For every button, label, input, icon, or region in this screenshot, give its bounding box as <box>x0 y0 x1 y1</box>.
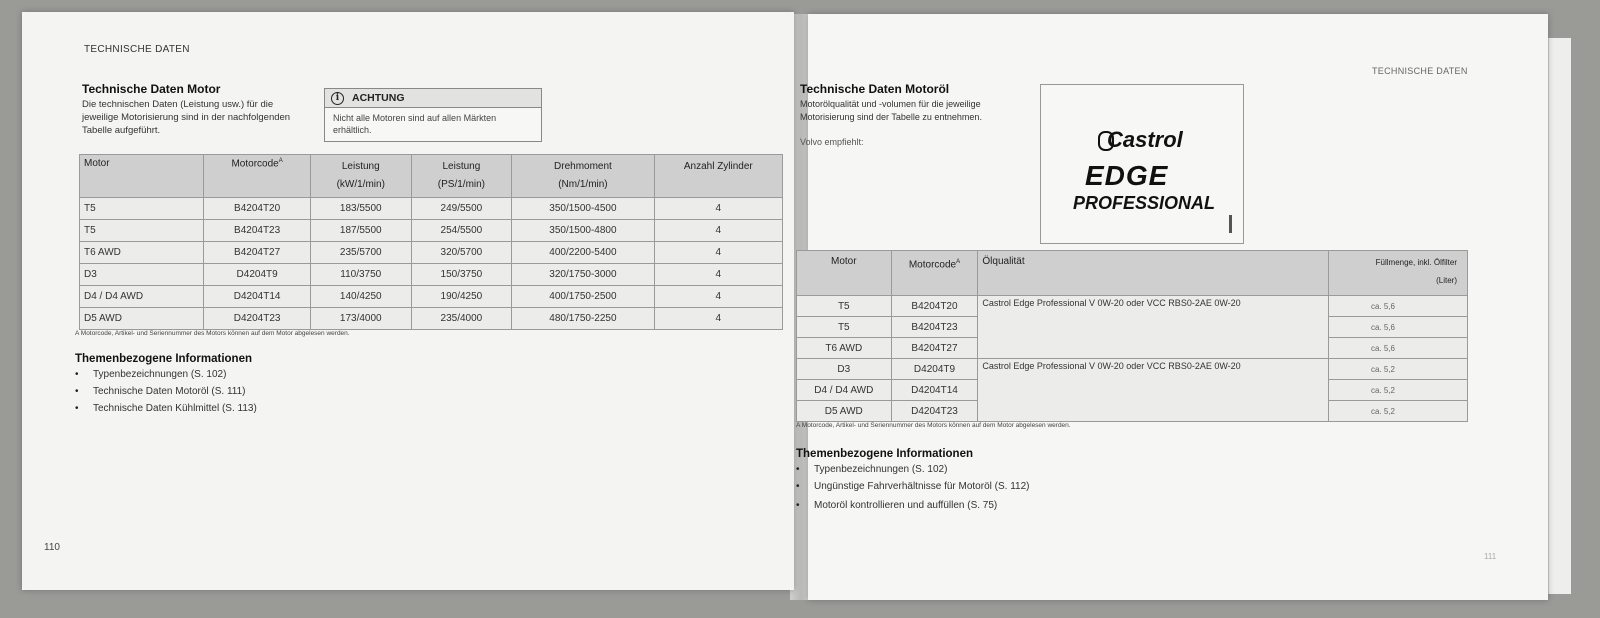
page-number: 110 <box>44 542 60 553</box>
related-link[interactable]: • Motoröl kontrollieren und auffüllen (S. 75) <box>796 497 1036 514</box>
related-link[interactable]: • Typenbezeichnungen (S. 102) <box>796 461 1036 478</box>
cell-ps: 190/4250 <box>411 286 512 308</box>
cell-motor: D5 AWD <box>80 308 204 330</box>
engine-data-table <box>79 154 783 330</box>
table-footnote: A Motorcode, Artikel- und Seriennummer des Motors können auf dem Motor abgelesen werden. <box>796 422 1071 429</box>
related-info-list <box>796 461 1036 514</box>
section-title: Technische Daten Motor <box>82 82 221 96</box>
table-row <box>80 242 783 264</box>
warning-header <box>325 89 541 108</box>
logo-line1: EDGE <box>1085 160 1169 191</box>
col-header-motor: Motor <box>797 251 892 296</box>
recommend-text: Volvo empfiehlt: <box>800 137 864 147</box>
cell-ps: 254/5500 <box>411 220 512 242</box>
related-link[interactable]: • Technische Daten Motoröl (S. 111) <box>75 383 257 400</box>
cell-motor: T6 AWD <box>80 242 204 264</box>
cell-motorcode: B4204T23 <box>891 317 978 338</box>
cell-kw: 235/5700 <box>310 242 411 264</box>
table-footnote: A Motorcode, Artikel- und Seriennummer des Motors können auf dem Motor abgelesen werden. <box>75 330 350 337</box>
table-row <box>80 220 783 242</box>
related-info-list <box>75 366 257 417</box>
cell-oil-quality-petrol: Castrol Edge Professional V 0W-20 oder VCC RBS0-2AE 0W-20 <box>978 296 1329 359</box>
table-header-row <box>797 251 1468 296</box>
intro-text: Die technischen Daten (Leistung usw.) für die jeweilige Motorisierung sind in der nachfolgenden Tabelle aufgeführt. <box>82 99 291 136</box>
cell-torque: 480/1750-2250 <box>512 308 654 330</box>
cell-motorcode: D4204T23 <box>891 401 978 422</box>
col-header-torque: Drehmoment (Nm/1/min) <box>512 155 654 198</box>
cell-oil-quality-diesel: Castrol Edge Professional V 0W-20 oder VCC RBS0-2AE 0W-20 <box>978 359 1329 422</box>
cell-cylinders: 4 <box>654 264 782 286</box>
cell-motorcode: D4204T14 <box>891 380 978 401</box>
col-header-motorcode: Motorcode$^A$ <box>204 155 311 198</box>
cell-motor: T5 <box>80 198 204 220</box>
col-header-ps: Leistung (PS/1/min) <box>411 155 512 198</box>
info-icon: i <box>331 92 344 105</box>
table-row <box>797 296 1468 317</box>
cell-torque: 350/1500-4800 <box>512 220 654 242</box>
cell-fill: ca. 5,2 <box>1329 380 1468 401</box>
cell-motor: D4 / D4 AWD <box>80 286 204 308</box>
cell-kw: 183/5500 <box>310 198 411 220</box>
page-number: 111 <box>1484 552 1497 561</box>
cell-motor: D3 <box>797 359 892 380</box>
cell-torque: 320/1750-3000 <box>512 264 654 286</box>
right-page <box>796 14 1548 600</box>
cell-motorcode: B4204T27 <box>891 338 978 359</box>
related-link[interactable]: • Typenbezeichnungen (S. 102) <box>75 366 257 383</box>
related-link[interactable]: • Technische Daten Kühlmittel (S. 113) <box>75 400 257 417</box>
col-header-oil-quality: Ölqualität <box>978 251 1329 296</box>
table-row <box>80 286 783 308</box>
cell-torque: 400/2200-5400 <box>512 242 654 264</box>
cell-motorcode: B4204T20 <box>204 198 311 220</box>
cell-motor: T6 AWD <box>797 338 892 359</box>
logo-brand: Castrol <box>1107 127 1183 152</box>
cell-fill: ca. 5,2 <box>1329 401 1468 422</box>
running-header: TECHNISCHE DATEN <box>1372 66 1468 76</box>
running-header: TECHNISCHE DATEN <box>84 44 190 55</box>
cell-motorcode: B4204T23 <box>204 220 311 242</box>
cell-motorcode: B4204T27 <box>204 242 311 264</box>
cell-fill: ca. 5,2 <box>1329 359 1468 380</box>
intro-text: Motorölqualität und -volumen für die jeweilige Motorisierung sind der Tabelle zu entnehmen. <box>800 99 982 122</box>
table-row <box>80 308 783 330</box>
castrol-edge-logo <box>1041 85 1243 243</box>
left-page <box>22 12 794 590</box>
cell-cylinders: 4 <box>654 242 782 264</box>
cell-kw: 187/5500 <box>310 220 411 242</box>
col-header-fill-volume: Füllmenge, inkl. Ölfilter (Liter) <box>1329 251 1468 296</box>
logo-line2: PROFESSIONAL <box>1073 193 1216 213</box>
cell-motor: T5 <box>797 317 892 338</box>
cell-fill: ca. 5,6 <box>1329 317 1468 338</box>
table-row <box>80 198 783 220</box>
cell-cylinders: 4 <box>654 308 782 330</box>
cell-ps: 235/4000 <box>411 308 512 330</box>
related-info-title: Themenbezogene Informationen <box>796 448 973 460</box>
col-header-motorcode: Motorcode$^A$ <box>891 251 978 296</box>
cell-torque: 350/1500-4500 <box>512 198 654 220</box>
cell-kw: 173/4000 <box>310 308 411 330</box>
cell-cylinders: 4 <box>654 198 782 220</box>
section-title: Technische Daten Motoröl <box>800 82 950 96</box>
cell-motorcode: D4204T14 <box>204 286 311 308</box>
warning-text: Nicht alle Motoren sind auf allen Märkten erhältlich. <box>333 113 497 135</box>
oil-data-table <box>796 250 1468 422</box>
cell-motor: D4 / D4 AWD <box>797 380 892 401</box>
cell-ps: 249/5500 <box>411 198 512 220</box>
cell-motorcode: D4204T9 <box>891 359 978 380</box>
warning-box <box>324 88 542 142</box>
page-stack-edge <box>1548 38 1571 594</box>
cell-torque: 400/1750-2500 <box>512 286 654 308</box>
cell-motorcode: B4204T20 <box>891 296 978 317</box>
table-row <box>80 264 783 286</box>
table-row <box>797 359 1468 380</box>
cell-motor: D5 AWD <box>797 401 892 422</box>
castrol-logo-box <box>1040 84 1244 244</box>
cell-motor: D3 <box>80 264 204 286</box>
cell-kw: 110/3750 <box>310 264 411 286</box>
col-header-cylinders: Anzahl Zylinder <box>654 155 782 198</box>
cell-fill: ca. 5,6 <box>1329 296 1468 317</box>
table-header-row <box>80 155 783 198</box>
cell-kw: 140/4250 <box>310 286 411 308</box>
cell-motor: T5 <box>80 220 204 242</box>
cell-cylinders: 4 <box>654 220 782 242</box>
cell-ps: 150/3750 <box>411 264 512 286</box>
cell-motor: T5 <box>797 296 892 317</box>
cell-fill: ca. 5,6 <box>1329 338 1468 359</box>
cell-motorcode: D4204T9 <box>204 264 311 286</box>
related-link[interactable]: • Ungünstige Fahrverhältnisse für Motoröl (S. 112) <box>796 480 1036 493</box>
cell-motorcode: D4204T23 <box>204 308 311 330</box>
related-info-title: Themenbezogene Informationen <box>75 353 252 365</box>
warning-title: ACHTUNG <box>352 92 405 104</box>
cell-ps: 320/5700 <box>411 242 512 264</box>
col-header-motor: Motor <box>80 155 204 198</box>
col-header-kw: Leistung (kW/1/min) <box>310 155 411 198</box>
cell-cylinders: 4 <box>654 286 782 308</box>
